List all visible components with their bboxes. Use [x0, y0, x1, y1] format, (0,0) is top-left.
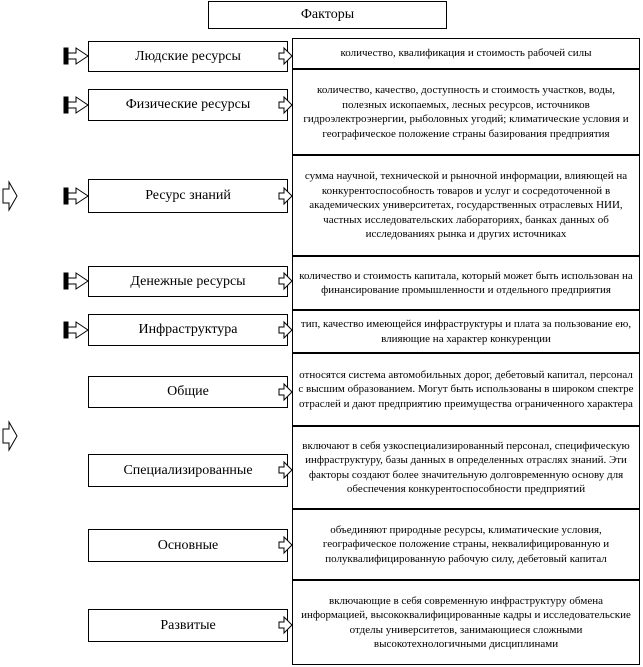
description-box-general: относятся система автомобильных дорог, дебетовый капитал, персонал с высшим образованием. Могут быть использованы в широком спектре отраслей и дают предприятию преимущества ограниченного характера	[292, 353, 640, 426]
factor-box-basic: Основные	[88, 529, 288, 562]
description-box-basic: объединяют природные ресурсы, климатические условия, географическое положение страны, неквалифицированную и полуквалифицированную рабочую силу, дебетовый капитал	[292, 509, 640, 580]
right-arrow-icon	[279, 537, 292, 553]
diagram-title: Факторы	[208, 1, 447, 29]
right-arrow-icon	[279, 462, 292, 478]
factor-box-specialized: Специализированные	[88, 454, 288, 487]
description-box-money-resources: количество и стоимость капитала, который может быть использован на финансирование промышленности и отдельного предприятия	[292, 256, 640, 310]
bold-right-arrow-icon	[66, 48, 88, 64]
arrow-tail-bar	[64, 188, 68, 204]
description-box-developed: включающие в себя современную инфраструктуру обмена информацией, высококвалифицированные кадры и исследовательские отделы университетов, занимающиеся сложными высокотехнологичными дисциплинами	[292, 580, 640, 665]
right-arrow-icon	[279, 617, 292, 633]
arrow-tail-bar	[64, 273, 68, 289]
right-arrow-icon	[279, 48, 292, 64]
bold-right-arrow-icon	[66, 273, 88, 289]
bold-right-arrow-icon	[66, 322, 88, 338]
arrow-tail-bar	[64, 322, 68, 338]
right-arrow-icon	[279, 97, 292, 113]
factor-box-general: Общие	[88, 376, 288, 408]
group-arrow-icon	[3, 182, 17, 210]
arrow-tail-bar	[64, 97, 68, 113]
right-arrow-icon	[279, 322, 292, 338]
description-box-physical-resources: количество, качество, доступность и стоимость участков, воды, полезных ископаемых, лесных ресурсов, источников гидроэлектроэнергии, рыболовных угодий; климатические условия и географическое положение страны базирования предприятия	[292, 69, 640, 155]
factor-box-human-resources: Людские ресурсы	[88, 41, 288, 72]
description-box-human-resources: количество, квалификация и стоимость рабочей силы	[292, 38, 640, 69]
factor-box-knowledge-resources: Ресурс знаний	[88, 179, 288, 213]
description-box-specialized: включают в себя узкоспециализированный персонал, специфическую инфраструктуру, базы данных в определенных отраслях знаний. Эти факторы создают более значительную долговременную основу для обеспечения конкурентоспособности предприятий	[292, 426, 640, 509]
right-arrow-icon	[279, 384, 292, 400]
arrow-tail-bar	[64, 48, 68, 64]
right-arrow-icon	[279, 188, 292, 204]
factor-box-money-resources: Денежные ресурсы	[88, 266, 288, 297]
bold-right-arrow-icon	[66, 97, 88, 113]
bold-right-arrow-icon	[66, 188, 88, 204]
description-box-infrastructure: тип, качество имеющейся инфраструктуры и плата за пользование ею, влияющие на характер конкуренции	[292, 310, 640, 353]
description-box-knowledge-resources: сумма научной, технической и рыночной информации, влияющей на конкурентоспособность товаров и услуг и сосредоточенной в академических университетах, государственных отраслевых НИИ, частных исследовательских лабораториях, банках данных об исследованиях рынка и других источниках	[292, 155, 640, 256]
factor-box-developed: Развитые	[88, 609, 288, 642]
right-arrow-icon	[279, 273, 292, 289]
factor-box-infrastructure: Инфраструктура	[88, 314, 288, 346]
factor-box-physical-resources: Физические ресурсы	[88, 89, 288, 121]
group-arrow-icon	[3, 422, 17, 450]
